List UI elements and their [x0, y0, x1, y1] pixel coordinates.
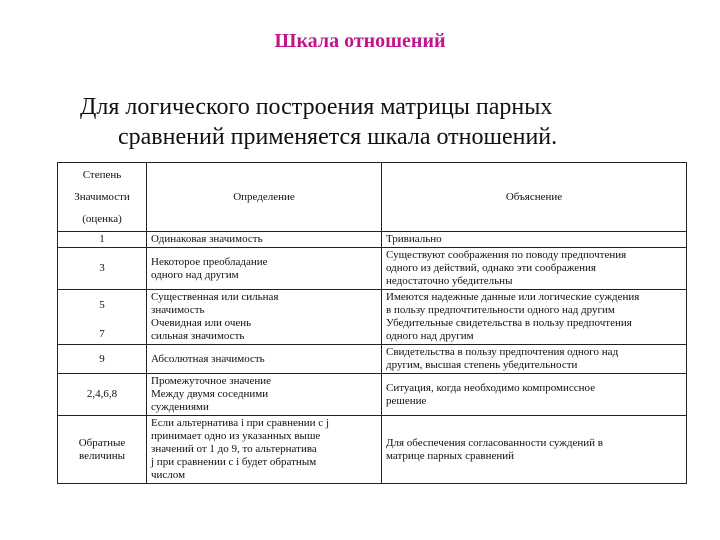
intro-line-1: Для логического построения матрицы парных — [80, 94, 553, 120]
table-row — [58, 345, 687, 374]
table-row — [58, 416, 687, 484]
cell-line: Убедительные свидетельства в пользу предпочтения — [386, 317, 632, 329]
definition-cell — [147, 374, 382, 416]
cell-line: одного из действий, однако эти соображения — [386, 262, 596, 274]
cell-line: Промежуточное значение — [151, 375, 271, 387]
explanation-cell — [382, 232, 687, 248]
cell-line: Существуют соображения по поводу предпочтения — [386, 249, 627, 261]
cell-line: Очевидная или очень — [151, 317, 252, 329]
definition-cell — [147, 416, 382, 484]
cell-line: Между двумя соседними — [151, 388, 269, 400]
score-cell: 1 — [58, 232, 147, 248]
cell-line: числом — [151, 469, 186, 481]
table-row — [58, 374, 687, 416]
cell-line: недостаточно убедительны — [386, 275, 513, 287]
score-cell: 3 — [58, 248, 147, 290]
table-row — [58, 290, 687, 345]
page-title: Шкала отношений — [274, 30, 446, 52]
cell-line: Тривиально — [386, 233, 442, 245]
score-cell: 9 — [58, 345, 147, 374]
header-explanation: Объяснение — [382, 163, 687, 232]
cell-line: решение — [386, 394, 427, 407]
intro-line-2: сравнений применяется шкала отношений. — [118, 124, 558, 150]
header-degree-line: Степень — [82, 169, 122, 181]
cell-line: Обратные — [78, 436, 126, 449]
score-value: 5 — [99, 299, 105, 311]
definition-cell — [147, 290, 382, 345]
cell-line: Существенная или сильная — [151, 291, 279, 303]
ratio-scale-table — [57, 162, 687, 484]
cell-line: Если альтернатива i при сравнении с j — [151, 417, 329, 429]
cell-line: матрице парных сравнений — [386, 449, 515, 462]
explanation-cell — [382, 248, 687, 290]
cell-line: принимает одно из указанных выше — [151, 430, 321, 442]
cell-line: Ситуация, когда необходимо компромиссное — [386, 381, 596, 394]
score-cell: 2,4,6,8 — [58, 374, 147, 416]
cell-line: Некоторое преобладание — [151, 255, 268, 268]
cell-line: суждениями — [151, 401, 209, 413]
header-degree-line: Значимости — [74, 191, 130, 203]
cell-line: Абсолютная значимость — [151, 352, 265, 365]
cell-line: другим, высшая степень убедительности — [386, 359, 578, 371]
definition-cell — [147, 232, 382, 248]
header-definition: Определение — [147, 163, 382, 232]
score-value: 7 — [99, 328, 105, 340]
cell-line: j при сравнении с i будет обратным — [151, 456, 317, 468]
header-degree-line: (оценка) — [82, 213, 122, 225]
table-row — [58, 232, 687, 248]
explanation-cell — [382, 374, 687, 416]
explanation-cell — [382, 416, 687, 484]
definition-cell — [147, 345, 382, 374]
explanation-cell — [382, 290, 687, 345]
score-cell — [58, 416, 147, 484]
cell-line: Свидетельства в пользу предпочтения одного над — [386, 346, 619, 358]
table-header-row — [58, 163, 687, 232]
table-row — [58, 248, 687, 290]
cell-line: одного над другим — [151, 268, 239, 281]
cell-line: Имеются надежные данные или логические суждения — [386, 291, 640, 303]
score-cell — [58, 290, 147, 345]
cell-line: Одинаковая значимость — [151, 233, 263, 245]
definition-cell — [147, 248, 382, 290]
cell-line: значений от 1 до 9, то альтернатива — [151, 443, 317, 455]
header-degree — [58, 163, 147, 232]
explanation-cell — [382, 345, 687, 374]
intro-text — [80, 92, 680, 152]
cell-line: Для обеспечения согласованности суждений в — [386, 436, 603, 449]
cell-line: величины — [78, 449, 126, 462]
cell-line: одного над другим — [386, 330, 474, 342]
cell-line: в пользу предпочтительности одного над другим — [386, 304, 615, 316]
cell-line: значимость — [151, 304, 205, 316]
cell-line: сильная значимость — [151, 330, 245, 342]
